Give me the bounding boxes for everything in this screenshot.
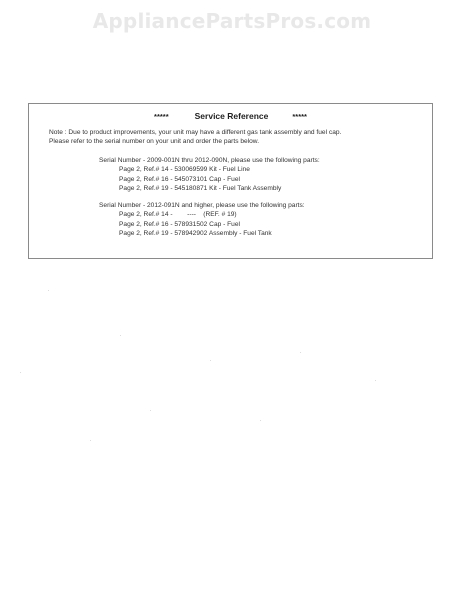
- part-line: Page 2, Ref.# 14 - ---- (REF. # 19): [119, 211, 237, 219]
- scan-speck: [210, 360, 211, 361]
- service-reference-header: [29, 111, 432, 121]
- scan-speck: [260, 420, 261, 421]
- serial-heading: Serial Number - 2012-091N and higher, please use the following parts:: [99, 202, 305, 209]
- part-line: Page 2, Ref.# 19 - 545180871 Kit - Fuel Tank Assembly: [119, 184, 282, 192]
- stars-right: *****: [292, 112, 307, 122]
- service-reference-box: [28, 103, 433, 259]
- serial-section-new: [99, 201, 305, 238]
- part-line: Page 2, Ref.# 16 - 545073101 Cap - Fuel: [119, 175, 240, 183]
- scan-speck: [150, 410, 151, 411]
- serial-section-old: [99, 156, 320, 193]
- scan-speck: [20, 372, 21, 373]
- scan-speck: [375, 380, 376, 381]
- service-reference-title: Service Reference: [194, 111, 269, 121]
- serial-heading: Serial Number - 2009-001N thru 2012-090N, please use the following parts:: [99, 157, 320, 164]
- watermark-text: AppliancePartsPros.com: [92, 9, 372, 33]
- note-line: Note : Due to product improvements, your unit may have a different gas tank assembly and fuel cap.: [49, 129, 342, 136]
- scan-speck: [90, 440, 91, 441]
- note-paragraph: [49, 128, 341, 146]
- part-line: Page 2, Ref.# 19 - 578942902 Assembly - Fuel Tank: [119, 229, 272, 237]
- stars-left: *****: [154, 112, 169, 122]
- scan-speck: [48, 290, 49, 291]
- scan-speck: [300, 352, 301, 353]
- note-line: Please refer to the serial number on your unit and order the parts below.: [49, 138, 260, 145]
- part-line: Page 2, Ref.# 16 - 578931502 Cap - Fuel: [119, 220, 240, 228]
- part-line: Page 2, Ref.# 14 - 530069599 Kit - Fuel Line: [119, 166, 250, 174]
- scan-speck: [120, 335, 121, 336]
